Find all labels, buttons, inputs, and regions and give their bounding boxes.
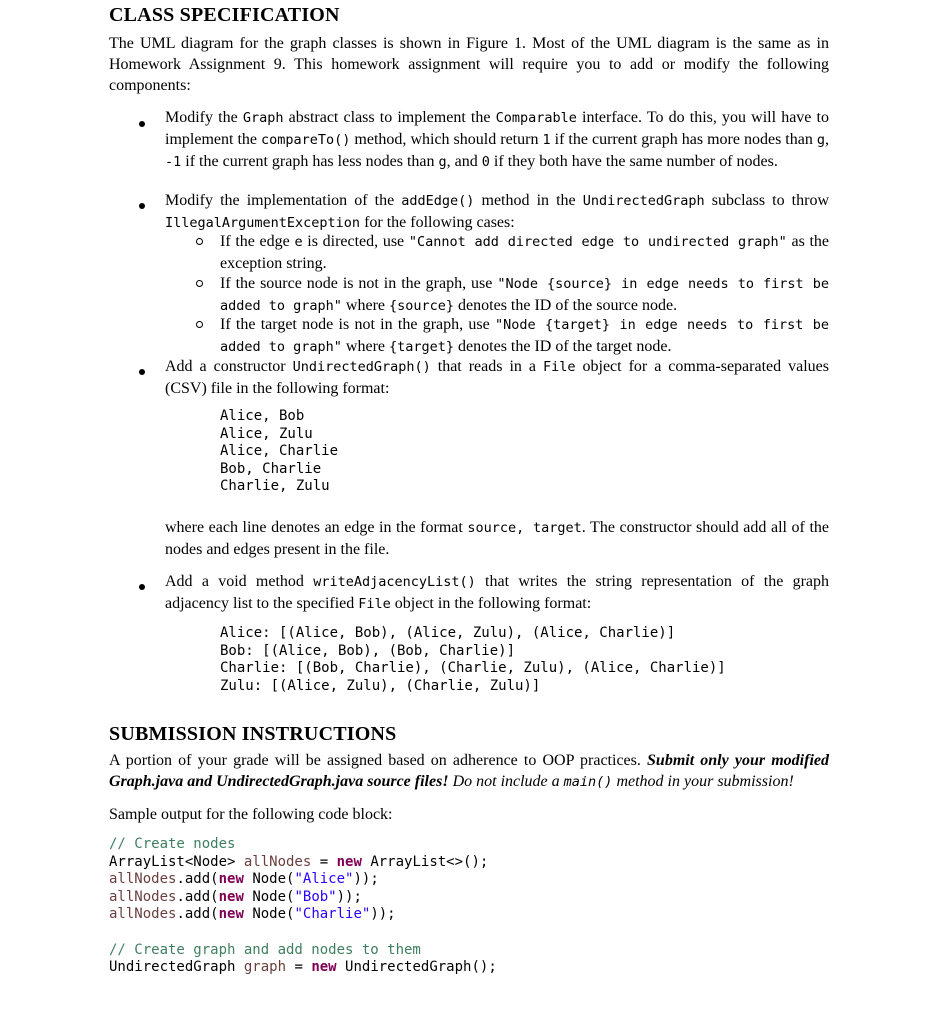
bullet-addedge: Modify the implementation of the addEdge() method in the UndirectedGraph subclass to throw IllegalArgumentException for the following cases: [165, 192, 830, 231]
adjacency-line: Bob: [(Alice, Bob), (Bob, Charlie)] [220, 642, 516, 659]
code-line: allNodes.add(new Node("Bob")); [109, 888, 362, 905]
code-comment: // Create nodes [109, 836, 236, 852]
bullet-icon [139, 369, 145, 375]
code-line: ArrayList<Node> allNodes = new ArrayList<>(); [109, 853, 489, 870]
code-line: allNodes.add(new Node("Charlie")); [109, 906, 396, 922]
code-comment: // Create graph and add nodes to them [109, 941, 421, 958]
sub-item-directed-edge: If the edge e is directed, use "Cannot add directed edge to undirected graph" as the exception string. [220, 233, 830, 272]
adjacency-line: Alice: [(Alice, Bob), (Alice, Zulu), (Alice, Charlie)] [220, 625, 676, 641]
sample-output-label: Sample output for the following code block: [109, 806, 393, 823]
sub-item-target-node: If the target node is not in the graph, use "Node {target} in edge needs to first be added to graph" where {target} denotes the ID of the target node. [220, 316, 829, 355]
bullet-write-adjacency: Add a void method writeAdjacencyList() that writes the string representation of the graph adjacency list to the specified File object in the following format: [165, 573, 829, 612]
class-specification-heading: CLASS SPECIFICATION [109, 4, 340, 26]
adjacency-line: Zulu: [(Alice, Zulu), (Charlie, Zulu)] [220, 677, 541, 694]
sub-bullet-icon [196, 238, 203, 245]
code-line: UndirectedGraph graph = new UndirectedGraph(); [109, 959, 497, 975]
sub-bullet-icon [196, 321, 203, 328]
adjacency-example [220, 625, 726, 695]
submission-paragraph: A portion of your grade will be assigned based on adherence to OOP practices. Submit only your modified Graph.java and UndirectedGraph.java source files! Do not include a main() method in your submission! [109, 752, 829, 790]
java-code-block [109, 836, 497, 977]
csv-line: Alice, Charlie [220, 443, 339, 459]
sub-item-source-node: If the source node is not in the graph, use "Node {source} in edge needs to first be added to graph" where {source} denotes the ID of the source node. [220, 275, 830, 314]
bullet-icon [139, 121, 145, 127]
sub-bullet-icon [196, 280, 203, 287]
csv-example [220, 408, 338, 496]
code-line: allNodes.add(new Node("Alice")); [109, 871, 379, 887]
submission-heading: SUBMISSION INSTRUCTIONS [109, 723, 397, 745]
csv-line: Charlie, Zulu [220, 478, 330, 494]
bullet-compareto: Modify the Graph abstract class to implement the Comparable interface. To do this, you will have to implement the compareTo() method, which should return 1 if the current graph has more nodes than g, -1 if the current graph has less nodes than g, and 0 if they both have the same number of nodes. [165, 109, 830, 170]
bullet-icon [139, 584, 145, 590]
constructor-note: where each line denotes an edge in the format source, target. The constructor should add all of the nodes and edges present in the file. [165, 519, 830, 558]
csv-line: Alice, Zulu [220, 425, 313, 442]
bullet-constructor: Add a constructor UndirectedGraph() that reads in a File object for a comma-separated values (CSV) file in the following format: [165, 358, 829, 397]
bullet-icon [139, 203, 145, 209]
csv-line: Bob, Charlie [220, 460, 322, 477]
intro-paragraph: The UML diagram for the graph classes is shown in Figure 1. Most of the UML diagram is the same as in Homework Assignment 9. This homework assignment will require you to add or modify the following components: [109, 35, 829, 94]
adjacency-line: Charlie: [(Bob, Charlie), (Charlie, Zulu), (Alice, Charlie)] [220, 660, 726, 676]
csv-line: Alice, Bob [220, 408, 305, 424]
